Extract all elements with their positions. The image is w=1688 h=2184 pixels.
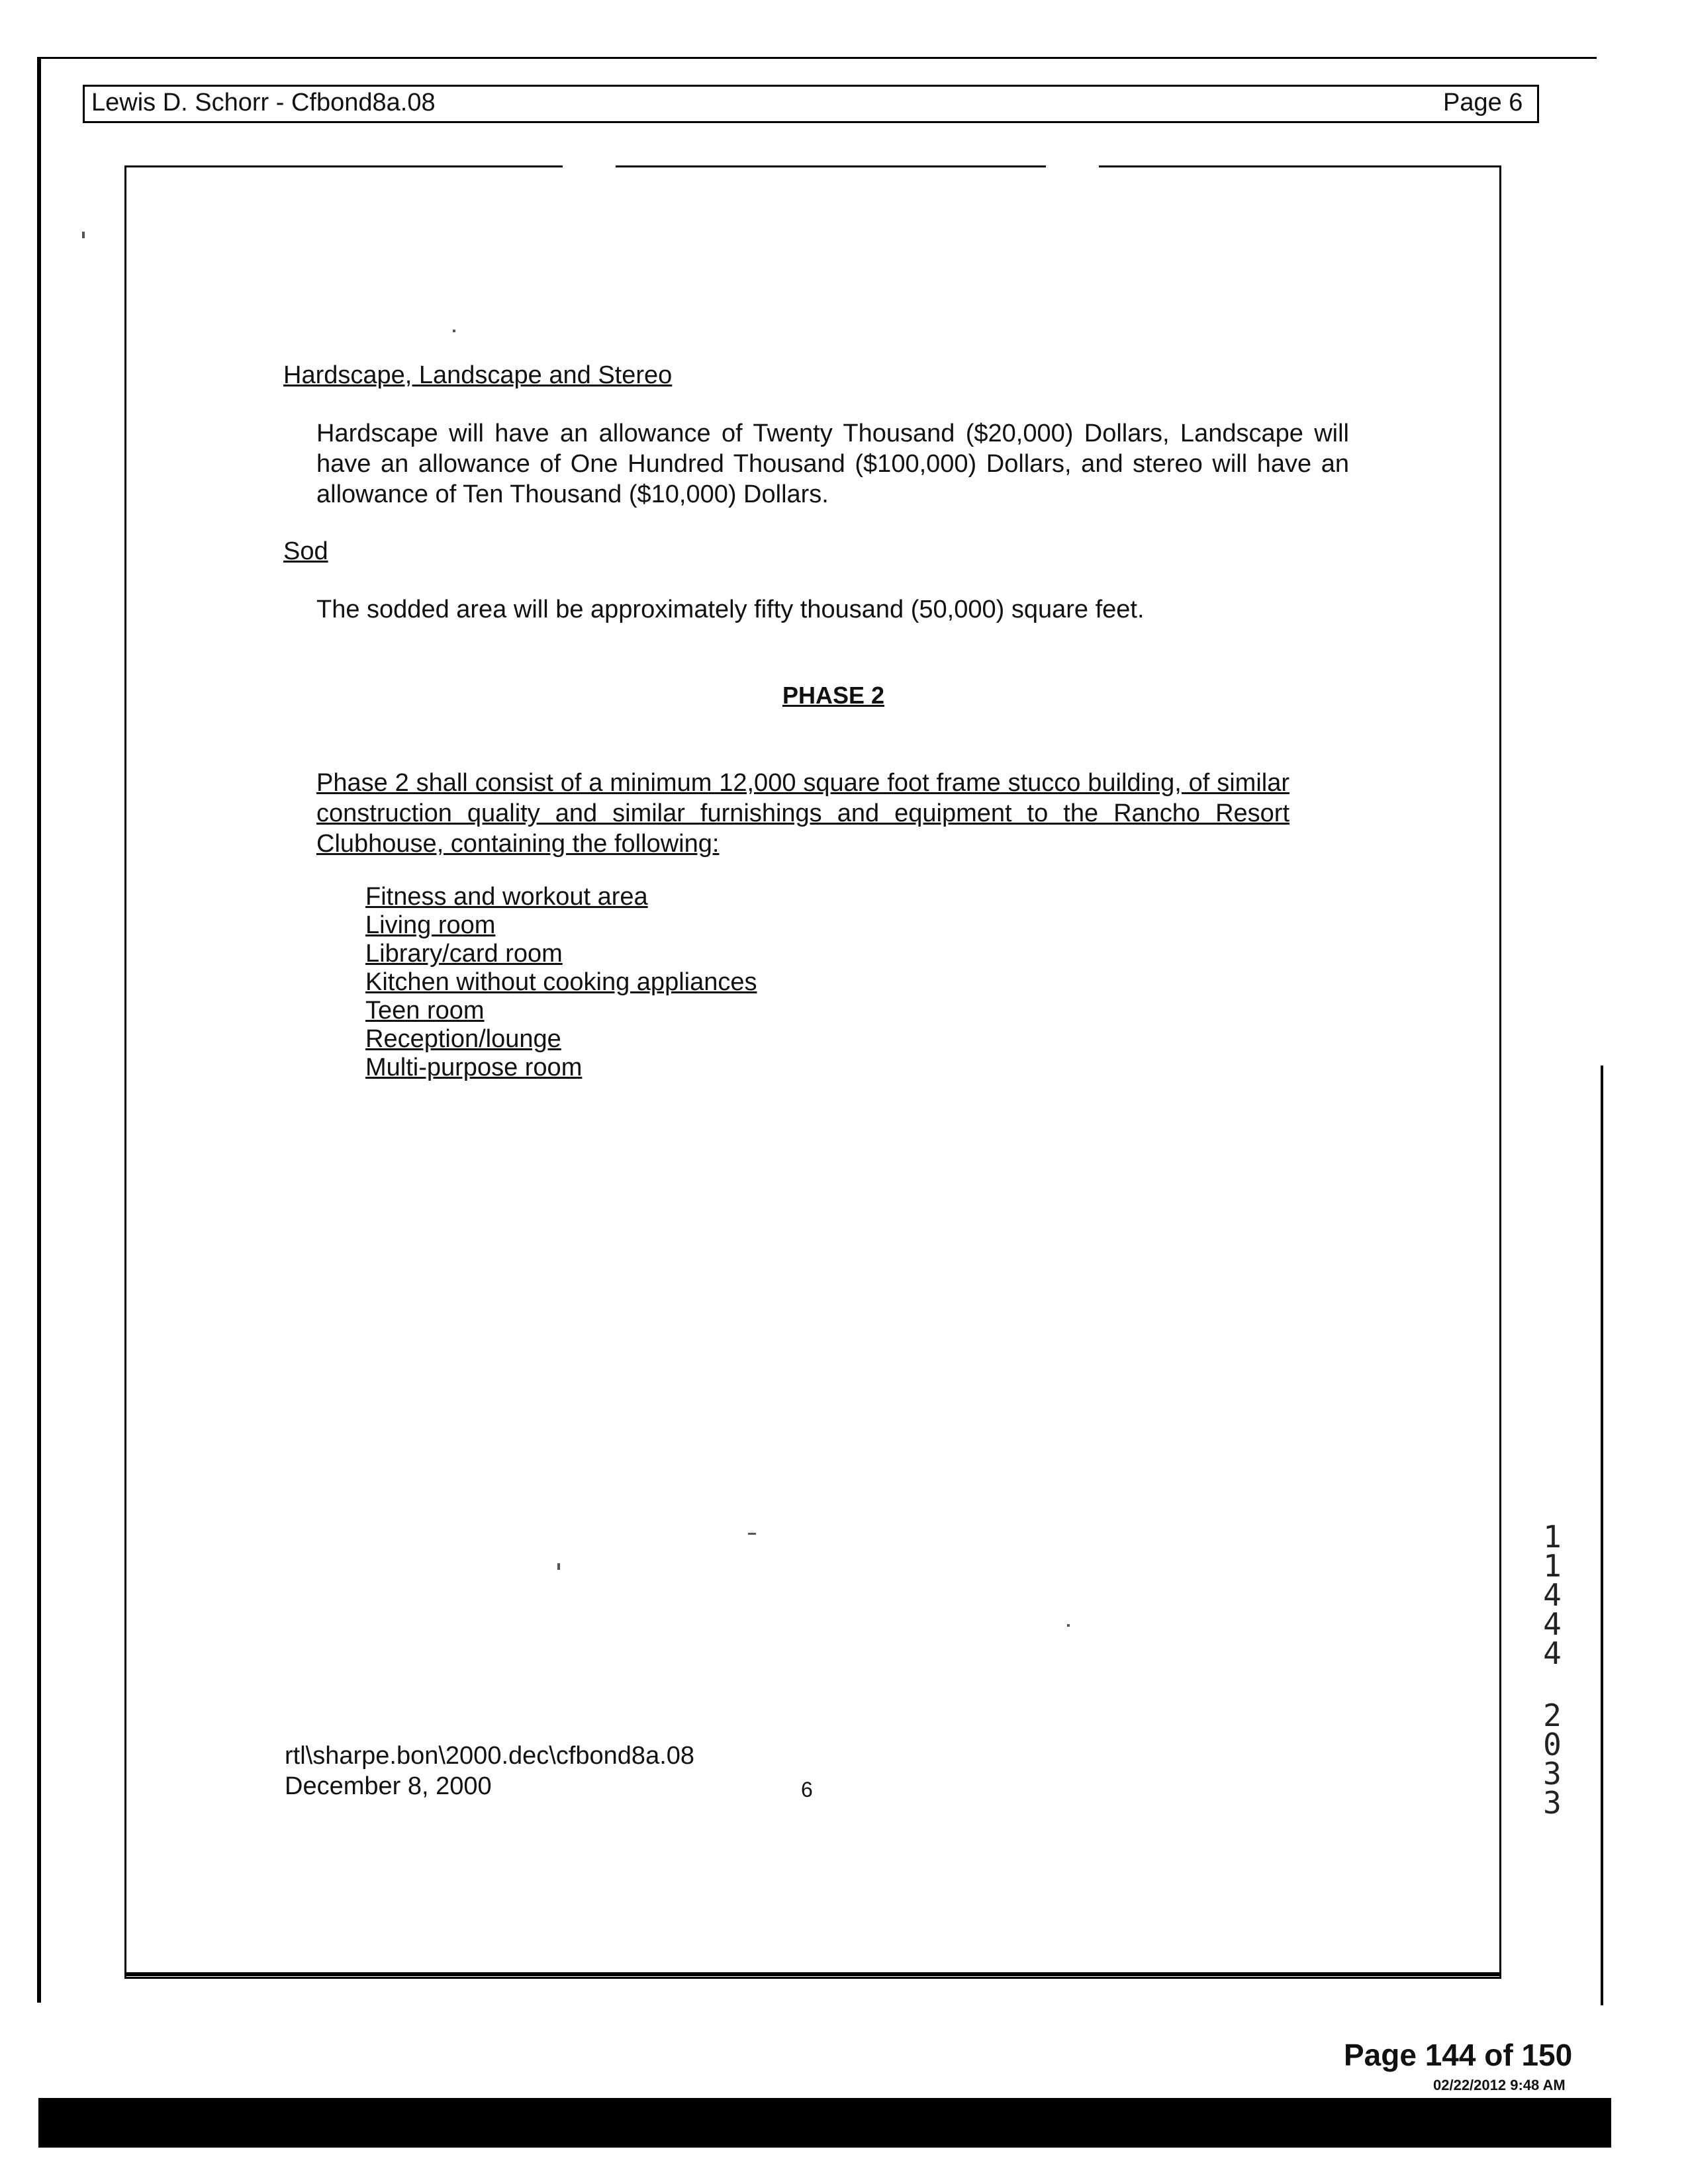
frame-gap [563, 161, 616, 169]
hardscape-paragraph: Hardscape will have an allowance of Twenty Thousand ($20,000) Dollars, Landscape will have an allowance of One Hundred Thousand ($100,000) Dollars, and stereo will have an allowance of Ten Thousand ($10,000) Dollars. [316, 420, 1349, 508]
footer-date: December 8, 2000 [285, 1772, 492, 1800]
left-margin-rule [37, 57, 41, 2003]
stamp-digit: 3 [1543, 1756, 1562, 1792]
scan-speck [557, 1563, 560, 1570]
stamp-digit: 4 [1543, 1577, 1562, 1613]
stamp-digit: 4 [1543, 1635, 1562, 1671]
frame-gap [1046, 161, 1099, 169]
sod-heading: Sod [283, 537, 328, 565]
stamp-digit: 1 [1543, 1548, 1562, 1584]
scan-speck [1067, 1624, 1070, 1627]
stamp-digit: 0 [1543, 1727, 1562, 1762]
list-item: Living room [365, 911, 496, 939]
top-margin-rule [37, 57, 1597, 59]
page-counter: Page 144 of 150 [1344, 2038, 1573, 2072]
footer-page-number: 6 [801, 1778, 813, 1801]
sod-paragraph: The sodded area will be approximately fifty thousand (50,000) square feet. [316, 596, 1145, 623]
list-item: Multi-purpose room [365, 1054, 583, 1081]
header-page-label: Page 6 [1443, 89, 1523, 116]
list-item: Reception/lounge [365, 1025, 561, 1053]
phase2-heading: PHASE 2 [782, 682, 885, 709]
stamp-digit: 4 [1543, 1606, 1562, 1642]
scan-speck [748, 1533, 756, 1535]
stamp-digit: 1 [1543, 1519, 1562, 1555]
stamp-digit: 3 [1543, 1785, 1562, 1821]
bottom-black-bar [38, 2098, 1611, 2148]
footer-file-path: rtl\sharpe.bon\2000.dec\cfbond8a.08 [285, 1742, 695, 1770]
list-item: Library/card room [365, 940, 563, 968]
right-margin-rule [1601, 1066, 1603, 2005]
list-item: Teen room [365, 997, 485, 1024]
frame-bottom-rule [124, 1972, 1501, 1976]
vertical-stamp [1539, 1519, 1566, 1821]
print-timestamp: 02/22/2012 9:48 AM [1433, 2077, 1566, 2093]
list-item: Fitness and workout area [365, 883, 648, 911]
scan-speck [453, 330, 455, 332]
stamp-digit: 2 [1543, 1698, 1562, 1733]
hardscape-heading: Hardscape, Landscape and Stereo [283, 361, 673, 389]
phase2-paragraph: Phase 2 shall consist of a minimum 12,000 square foot frame stucco building, of similar construction quality and similar furnishings and equipment to the Rancho Resort Clubhouse, containing the following: [316, 769, 1289, 858]
scan-speck [82, 232, 85, 238]
phase2-room-list [365, 883, 757, 1082]
document-name: Lewis D. Schorr - Cfbond8a.08 [91, 89, 436, 116]
list-item: Kitchen without cooking appliances [365, 968, 757, 996]
